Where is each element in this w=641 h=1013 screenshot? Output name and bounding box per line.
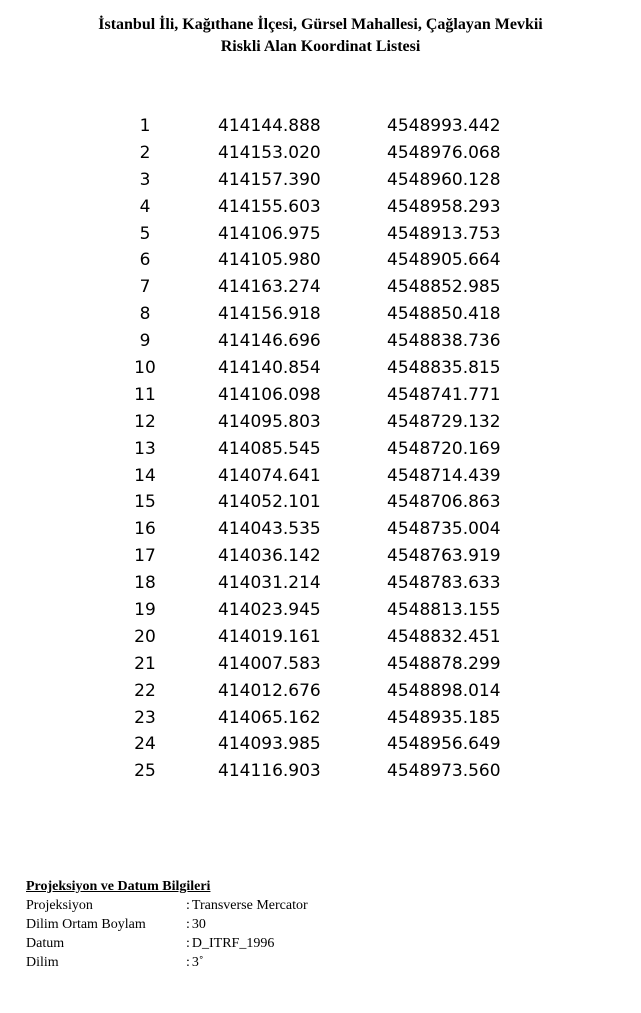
y-coordinate: 414155.603 [218,196,321,217]
point-number: 9 [139,331,151,352]
table-row [0,409,641,436]
y-coordinate: 414153.020 [218,142,321,163]
point-number: 23 [134,707,156,728]
datum-heading: Projeksiyon ve Datum Bilgileri [26,879,211,894]
x-coordinate: 4548838.736 [387,331,501,352]
x-coordinate: 4548720.169 [387,438,501,459]
x-coordinate: 4548735.004 [387,519,501,540]
table-row [0,543,641,570]
datum-label: Datum [26,936,65,951]
y-coordinate: 414074.641 [218,465,321,486]
table-row [0,328,641,355]
x-coordinate: 4548783.633 [387,573,501,594]
table-row [0,597,641,624]
x-coordinate: 4548956.649 [387,734,501,755]
point-number: 14 [134,465,156,486]
point-number: 12 [134,411,156,432]
datum-value: D_ITRF_1996 [191,936,275,951]
table-row [0,382,641,409]
point-number: 16 [134,519,156,540]
datum-separator: : [186,936,190,951]
x-coordinate: 4548832.451 [387,626,501,647]
point-number: 4 [139,196,151,217]
x-coordinate: 4548714.439 [387,465,501,486]
x-coordinate: 4548852.985 [387,277,501,298]
point-number: 6 [139,250,151,271]
y-coordinate: 414093.985 [218,734,321,755]
y-coordinate: 414007.583 [218,653,321,674]
datum-label: Dilim [26,955,59,970]
x-coordinate: 4548960.128 [387,169,501,190]
datum-separator: : [186,898,190,913]
table-row [0,301,641,328]
table-row [0,489,641,516]
x-coordinate: 4548898.014 [387,680,501,701]
table-row [0,758,641,785]
table-row [0,678,641,705]
y-coordinate: 414085.545 [218,438,321,459]
datum-separator: : [186,917,190,932]
point-number: 21 [134,653,156,674]
datum-value-wrap [186,934,274,953]
y-coordinate: 414031.214 [218,573,321,594]
point-number: 20 [134,626,156,647]
x-coordinate: 4548976.068 [387,142,501,163]
datum-label: Dilim Ortam Boylam [26,917,146,932]
x-coordinate: 4548878.299 [387,653,501,674]
datum-row [26,915,210,934]
table-row [0,355,641,382]
point-number: 25 [134,761,156,782]
table-row [0,705,641,732]
table-row [0,140,641,167]
point-number: 3 [139,169,151,190]
x-coordinate: 4548763.919 [387,546,501,567]
y-coordinate: 414146.696 [218,331,321,352]
table-row [0,624,641,651]
point-number: 17 [134,546,156,567]
point-number: 24 [134,734,156,755]
point-number: 5 [139,223,151,244]
page-title: İstanbul İli, Kağıthane İlçesi, Gürsel Mahallesi, Çağlayan Mevkii [98,16,543,33]
y-coordinate: 414106.098 [218,384,321,405]
datum-value-wrap [186,953,204,972]
datum-row [26,896,308,915]
y-coordinate: 414106.975 [218,223,321,244]
point-number: 7 [139,277,151,298]
y-coordinate: 414095.803 [218,411,321,432]
point-number: 18 [134,573,156,594]
x-coordinate: 4548741.771 [387,384,501,405]
page-subtitle: Riskli Alan Koordinat Listesi [220,38,421,55]
datum-label: Projeksiyon [26,898,93,913]
y-coordinate: 414043.535 [218,519,321,540]
datum-row [26,953,210,972]
point-number: 2 [139,142,151,163]
x-coordinate: 4548935.185 [387,707,501,728]
x-coordinate: 4548958.293 [387,196,501,217]
y-coordinate: 414065.162 [218,707,321,728]
table-row [0,221,641,248]
point-number: 11 [134,384,156,405]
point-number: 13 [134,438,156,459]
datum-value: 3˚ [191,955,204,970]
datum-value-wrap [186,915,206,934]
y-coordinate: 414023.945 [218,600,321,621]
y-coordinate: 414116.903 [218,761,321,782]
point-number: 22 [134,680,156,701]
table-row [0,113,641,140]
coordinate-table [0,113,641,785]
x-coordinate: 4548813.155 [387,600,501,621]
datum-rows [26,896,308,972]
x-coordinate: 4548993.442 [387,116,501,136]
table-row [0,731,641,758]
table-row [0,516,641,543]
table-row [0,274,641,301]
x-coordinate: 4548850.418 [387,304,501,325]
table-row [0,570,641,597]
y-coordinate: 414140.854 [218,358,321,379]
y-coordinate: 414105.980 [218,250,321,271]
x-coordinate: 4548905.664 [387,250,501,271]
point-number: 8 [139,304,151,325]
x-coordinate: 4548913.753 [387,223,501,244]
datum-info-section [26,877,308,972]
document-header [0,14,641,58]
x-coordinate: 4548835.815 [387,358,501,379]
datum-row [26,934,275,953]
point-number: 15 [134,492,156,513]
y-coordinate: 414157.390 [218,169,321,190]
table-row [0,247,641,274]
table-row [0,436,641,463]
y-coordinate: 414163.274 [218,277,321,298]
y-coordinate: 414019.161 [218,626,321,647]
y-coordinate: 414052.101 [218,492,321,513]
y-coordinate: 414036.142 [218,546,321,567]
table-row [0,651,641,678]
point-number: 19 [134,600,156,621]
table-row [0,463,641,490]
table-row [0,167,641,194]
datum-value-wrap [186,896,308,915]
y-coordinate: 414144.888 [218,116,321,136]
point-number: 10 [134,358,156,379]
x-coordinate: 4548729.132 [387,411,501,432]
x-coordinate: 4548706.863 [387,492,501,513]
table-row [0,194,641,221]
datum-value: Transverse Mercator [191,898,308,913]
y-coordinate: 414012.676 [218,680,321,701]
x-coordinate: 4548973.560 [387,761,501,782]
datum-separator: : [186,955,190,970]
datum-value: 30 [191,917,206,932]
point-number: 1 [139,116,151,136]
y-coordinate: 414156.918 [218,304,321,325]
